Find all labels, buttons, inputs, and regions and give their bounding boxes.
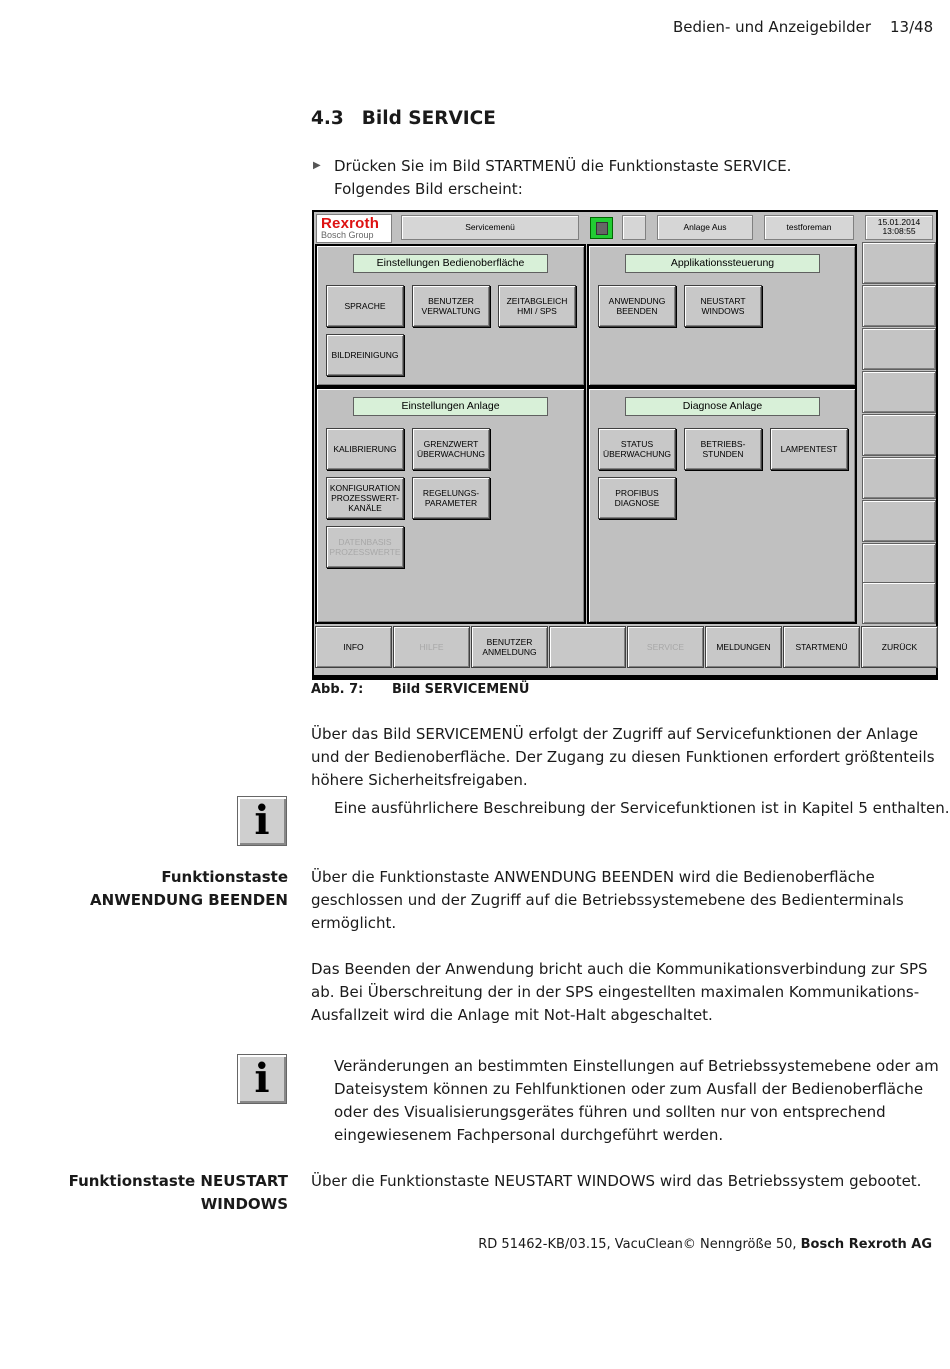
note-text: Eine ausführlichere Beschreibung der Servicefunktionen ist in Kapitel 5 enthalten. <box>334 799 950 817</box>
panel-einstellungen-anlage <box>315 387 586 624</box>
section-number: 4.3 <box>311 108 344 129</box>
panel-applikationssteuerung <box>587 244 857 387</box>
sprache-button[interactable]: SPRACHE <box>326 285 404 327</box>
paragraph-neustart-windows: Über die Funktionstaste NEUSTART WINDOWS wird das Betriebssystem gebootet. <box>311 1172 922 1190</box>
panel-title: Applikationssteuerung <box>625 254 820 273</box>
bildreinigung-button[interactable]: BILDREINIGUNG <box>326 334 404 376</box>
rexroth-logo: Rexroth Bosch Group <box>316 214 392 243</box>
benutzer-anmeldung-button[interactable]: BENUTZER ANMELDUNG <box>471 626 548 668</box>
betriebsstunden-button[interactable]: BETRIEBS- STUNDEN <box>684 428 762 470</box>
page-footer: RD 51462-KB/03.15, VacuClean© Nenngröße 50, Bosch Rexroth AG <box>478 1237 932 1252</box>
panel-bedienoberflaeche <box>315 244 586 387</box>
meldungen-button[interactable]: MELDUNGEN <box>705 626 782 668</box>
side-button[interactable] <box>862 328 936 370</box>
empty-function-button[interactable] <box>549 626 626 668</box>
side-button[interactable] <box>862 500 936 542</box>
step-arrow-icon: ▶ <box>313 160 321 171</box>
side-button[interactable] <box>862 414 936 456</box>
paragraph-anwendung-beenden: Über die Funktionstaste ANWENDUNG BEENDEN wird die Bedienoberfläche geschlossen und der Zugriff auf die Betriebssystemebene des Bedienterminals ermöglicht. <box>311 868 904 932</box>
benutzer-verwaltung-button[interactable]: BENUTZER VERWALTUNG <box>412 285 490 327</box>
hmi-title: Servicemenü <box>401 215 579 240</box>
hmi-state: Anlage Aus <box>657 215 753 240</box>
neustart-windows-button[interactable]: NEUSTART WINDOWS <box>684 285 762 327</box>
datenbasis-button[interactable]: DATENBASIS PROZESSWERTE <box>326 526 404 568</box>
header-chapter: Bedien- und Anzeigebilder <box>673 18 871 36</box>
zeitabgleich-button[interactable]: ZEITABGLEICH HMI / SPS <box>498 285 576 327</box>
paragraph-intro: Über das Bild SERVICEMENÜ erfolgt der Zugriff auf Servicefunktionen der Anlage und der Bedienoberfläche. Der Zugang zu diesen Funktionen erfordert größtenteils höhere Sicherheitsfreigaben. <box>311 725 935 789</box>
hmi-user: testforeman <box>764 215 854 240</box>
side-button[interactable] <box>862 543 936 585</box>
paragraph-kommunikation: Das Beenden der Anwendung bricht auch die Kommunikationsverbindung zur SPS ab. Bei Überschreitung der in der SPS eingestellten maximalen Kommunikations- Ausfallzeit wird die Anlage mit Not-Halt abgeschaltet. <box>311 960 928 1024</box>
side-label-neustart-windows: Funktionstaste NEUSTART WINDOWS <box>68 1172 288 1213</box>
hilfe-button[interactable]: HILFE <box>393 626 470 668</box>
side-button[interactable] <box>862 582 936 624</box>
side-button[interactable] <box>862 285 936 327</box>
section-name: Bild SERVICE <box>361 108 496 129</box>
side-label-anwendung-beenden: Funktionstaste ANWENDUNG BEENDEN <box>90 868 288 909</box>
step-text: Drücken Sie im Bild STARTMENÜ die Funktionstaste SERVICE. Folgendes Bild erscheint: <box>334 157 792 198</box>
grenzwert-ueberwachung-button[interactable]: GRENZWERT ÜBERWACHUNG <box>412 428 490 470</box>
regelungs-parameter-button[interactable]: REGELUNGS- PARAMETER <box>412 477 490 519</box>
status-ueberwachung-button[interactable]: STATUS ÜBERWACHUNG <box>598 428 676 470</box>
hmi-datetime: 15.01.2014 13:08:55 <box>865 215 933 240</box>
zurueck-button[interactable]: ZURÜCK <box>861 626 938 668</box>
service-button[interactable]: SERVICE <box>627 626 704 668</box>
info-icon: i <box>237 796 287 846</box>
lampentest-button[interactable]: LAMPENTEST <box>770 428 848 470</box>
info-icon: i <box>237 1054 287 1104</box>
side-button[interactable] <box>862 242 936 284</box>
section-title <box>311 108 496 129</box>
figure-caption-label: Abb. 7: <box>311 682 364 697</box>
note-warning-text: Veränderungen an bestimmten Einstellungen auf Betriebssystemebene oder am Dateisystem können zu Fehlfunktionen oder zum Ausfall der Bedienoberfläche oder des Visualisierungsgerätes führen und sollten nur von entsprechend eingewiesenem Fachpersonal durchgeführt werden. <box>334 1057 939 1144</box>
header-page-number: 13/48 <box>890 18 934 36</box>
info-button[interactable]: INFO <box>315 626 392 668</box>
konfiguration-button[interactable]: KONFIGURATION PROZESSWERT- KANÄLE <box>326 477 404 519</box>
hmi-blank-field <box>622 215 646 240</box>
side-button[interactable] <box>862 371 936 413</box>
status-icon <box>590 217 613 239</box>
kalibrierung-button[interactable]: KALIBRIERUNG <box>326 428 404 470</box>
startmenue-button[interactable]: STARTMENÜ <box>783 626 860 668</box>
figure-caption-text: Bild SERVICEMENÜ <box>392 682 530 697</box>
anwendung-beenden-button[interactable]: ANWENDUNG BEENDEN <box>598 285 676 327</box>
panel-title: Einstellungen Anlage <box>353 397 548 416</box>
side-button[interactable] <box>862 457 936 499</box>
panel-diagnose-anlage <box>587 387 857 624</box>
profibus-diagnose-button[interactable]: PROFIBUS DIAGNOSE <box>598 477 676 519</box>
panel-title: Einstellungen Bedienoberfläche <box>353 254 548 273</box>
panel-title: Diagnose Anlage <box>625 397 820 416</box>
hmi-screenshot <box>312 210 938 680</box>
